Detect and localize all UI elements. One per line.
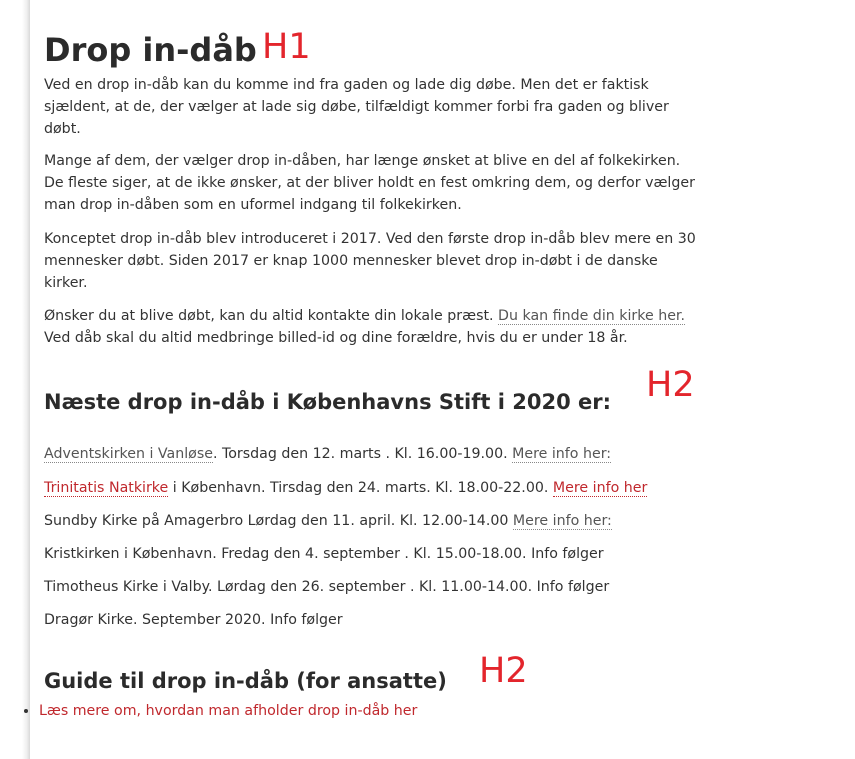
intro-paragraph-2: Mange af dem, der vælger drop in-dåben, har længe ønsket at blive en del af folkekirken. De fleste siger, at de ikke ønsker, at der bliver holdt en fest omkring dem, og derfor vælger man drop in-dåben som en uformel indgang til folkekirken. bbox=[44, 153, 695, 213]
sundby-info-link[interactable]: Mere info her: bbox=[512, 513, 612, 529]
schedule-details: Sundby Kirke på Amagerbro Lørdag den 11. april. Kl. 12.00-14.00 bbox=[44, 513, 513, 529]
schedule-item-adventskirken bbox=[44, 443, 611, 465]
contact-requirements-text: Ved dåb skal du altid medbringe billed-id og dine forældre, hvis du er under 18 år. bbox=[44, 330, 628, 346]
schedule-item-timotheus: Timotheus Kirke i Valby. Lørdag den 26. september . Kl. 11.00-14.00. Info følger bbox=[44, 579, 610, 595]
page-title: Drop in-dåb bbox=[44, 31, 257, 69]
trinitatis-link[interactable]: Trinitatis Natkirke bbox=[44, 480, 169, 496]
adventskirken-link[interactable]: Adventskirken i Vanløse bbox=[44, 446, 213, 462]
adventskirken-info-link[interactable]: Mere info her: bbox=[512, 446, 612, 462]
h2-annotation-label: H2 bbox=[646, 365, 695, 405]
schedule-item-kristkirken: Kristkirken i København. Fredag den 4. september . Kl. 15.00-18.00. Info følger bbox=[44, 546, 604, 562]
guide-link[interactable]: Læs mere om, hvordan man afholder drop in-dåb her bbox=[39, 703, 418, 719]
list-item bbox=[39, 700, 417, 722]
guide-heading: Guide til drop in-dåb (for ansatte) bbox=[44, 669, 447, 693]
intro-paragraph-3: Konceptet drop in-dåb blev introduceret i 2017. Ved den første drop in-dåb blev mere en 30 mennesker døbt. Siden 2017 er knap 1000 mennesker blevet drop in-døbt i de danske kirker. bbox=[44, 231, 696, 291]
left-page-shadow bbox=[0, 0, 30, 759]
schedule-item-sundby bbox=[44, 510, 612, 532]
intro-paragraph-1: Ved en drop in-dåb kan du komme ind fra gaden og lade dig døbe. Men det er faktisk sjældent, at de, der vælger at lade sig døbe, tilfældigt kommer forbi fra gaden og bliver døbt. bbox=[44, 77, 669, 137]
schedule-item-dragor: Dragør Kirke. September 2020. Info følger bbox=[44, 612, 343, 628]
find-church-link[interactable]: Du kan finde din kirke her. bbox=[498, 308, 685, 324]
trinitatis-info-link[interactable]: Mere info her bbox=[552, 480, 648, 496]
contact-text: Ønsker du at blive døbt, kan du altid kontakte din lokale præst. bbox=[44, 308, 499, 324]
h1-annotation-label: H1 bbox=[262, 27, 311, 67]
schedule-heading: Næste drop in-dåb i Københavns Stift i 2020 er: bbox=[44, 390, 611, 414]
schedule-item-trinitatis bbox=[44, 477, 647, 499]
guide-list bbox=[21, 700, 417, 722]
schedule-details: . Torsdag den 12. marts . Kl. 16.00-19.00. bbox=[212, 446, 513, 462]
h2-annotation-label: H2 bbox=[479, 651, 528, 691]
schedule-details: i København. Tirsdag den 24. marts. Kl. 18.00-22.00. bbox=[168, 480, 553, 496]
contact-paragraph bbox=[44, 305, 704, 349]
